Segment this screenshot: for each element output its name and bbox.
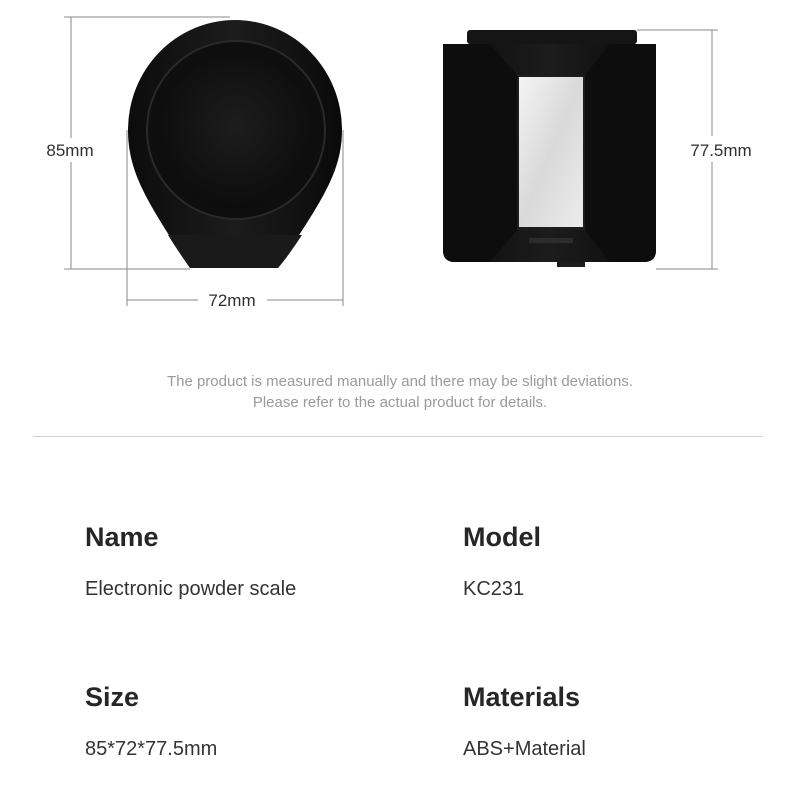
product-side-view (443, 30, 656, 267)
spec-model-value: KC231 (463, 578, 525, 600)
spec-name-value: Electronic powder scale (85, 578, 297, 600)
measurement-note-line2: Please refer to the actual product for details. (252, 394, 548, 411)
height-front-label: 85mm (46, 141, 94, 160)
product-dimension-drawing (0, 0, 800, 330)
spec-materials-title: Materials (463, 682, 581, 712)
spec-name-title: Name (85, 522, 159, 552)
spec-size-value: 85*72*77.5mm (85, 738, 218, 760)
width-label: 72mm (208, 291, 256, 310)
spec-materials-value: ABS+Material (463, 738, 586, 760)
measurement-note-line1: The product is measured manually and there may be slight deviations. (166, 373, 634, 390)
product-top-view (128, 20, 342, 268)
height-side-label: 77.5mm (690, 141, 752, 160)
spec-size-title: Size (85, 682, 140, 712)
spec-model-title: Model (463, 522, 541, 552)
divider (33, 436, 763, 437)
